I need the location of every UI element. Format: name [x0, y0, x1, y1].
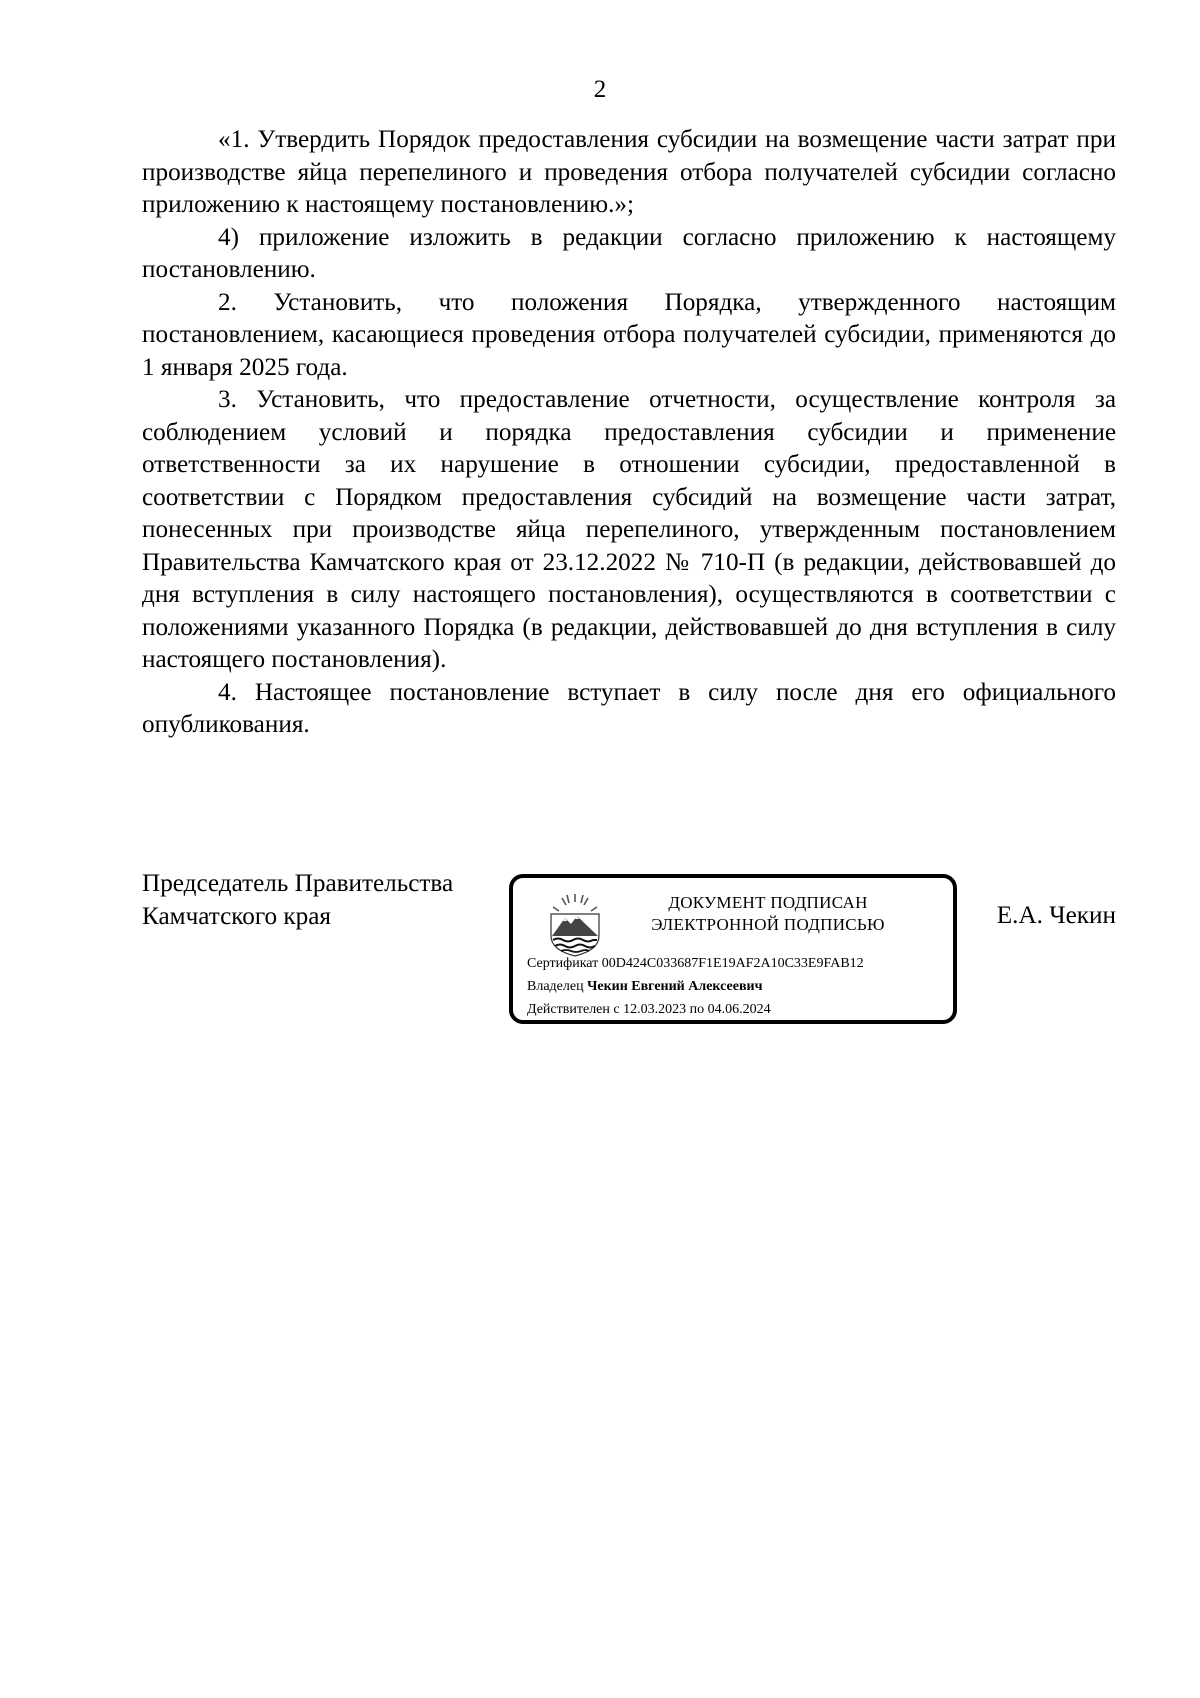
paragraph-clause-3: 3. Установить, что предоставление отчетности, осуществление контроля за соблюдением условий и порядка предоставления субсидии и применение ответственности за их нарушение в отношении субсидии, предоставленной в соответствии с Порядком предоставления субсидий на возмещение части затрат, понесенных при производстве яйца перепелиного, утвержденным постановлением Правительства Камчатского края от 23.12.2022 № 710-П (в редакции, действовавшей до дня вступления в силу настоящего постановления), осуществляются в соответствии с положениями указанного Порядка (в редакции, действовавшей до дня вступления в силу настоящего постановления).: [142, 386, 1116, 673]
signer-position-line-2: Камчатского края: [142, 902, 332, 930]
paragraph-amendment-item-4: 4) приложение изложить в редакции согласно приложению к настоящему постановлению.: [142, 223, 1116, 283]
paragraph-amendment-item-1: «1. Утвердить Порядок предоставления субсидии на возмещение части затрат при производстве яйца перепелиного и проведения отбора получателей субсидии согласно приложению к настоящему постановлению.»;: [142, 126, 1116, 218]
owner-row: [527, 975, 864, 998]
certificate-row: [527, 952, 864, 975]
signer-position-line-1: Председатель Правительства: [142, 870, 454, 897]
certificate-value: 00D424C033687F1E19AF2A10C33E9FAB12: [601, 956, 864, 971]
owner-value: Чекин Евгений Алексеевич: [587, 979, 763, 994]
stamp-details: [527, 952, 864, 1021]
valid-from-value: 12.03.2023: [623, 1002, 687, 1017]
stamp-heading-line-1: ДОКУМЕНТ ПОДПИСАН: [668, 893, 868, 912]
signer-position: [142, 868, 453, 933]
signer-name: Е.А. Чекин: [996, 902, 1116, 929]
document-body: [142, 124, 1116, 742]
validity-row: [527, 998, 864, 1021]
kamchatka-emblem-icon: [547, 892, 603, 958]
stamp-heading-line-2: ЭЛЕКТРОННОЙ ПОДПИСЬЮ: [651, 915, 885, 934]
certificate-label: Сертификат: [527, 956, 599, 971]
valid-from-label: Действителен с: [527, 1002, 620, 1017]
paragraph-clause-4: 4. Настоящее постановление вступает в силу после дня его официального опубликования.: [142, 678, 1116, 738]
paragraph-clause-2: 2. Установить, что положения Порядка, утвержденного настоящим постановлением, касающиеся проведения отбора получателей субсидии, применяются до 1 января 2025 года.: [142, 288, 1116, 381]
page-number: 2: [593, 76, 607, 103]
valid-to-value: 04.06.2024: [707, 1002, 771, 1017]
stamp-heading: [603, 892, 933, 936]
owner-label: Владелец: [527, 979, 584, 994]
electronic-signature-stamp: [509, 874, 957, 1024]
valid-to-label: по: [689, 1002, 705, 1017]
